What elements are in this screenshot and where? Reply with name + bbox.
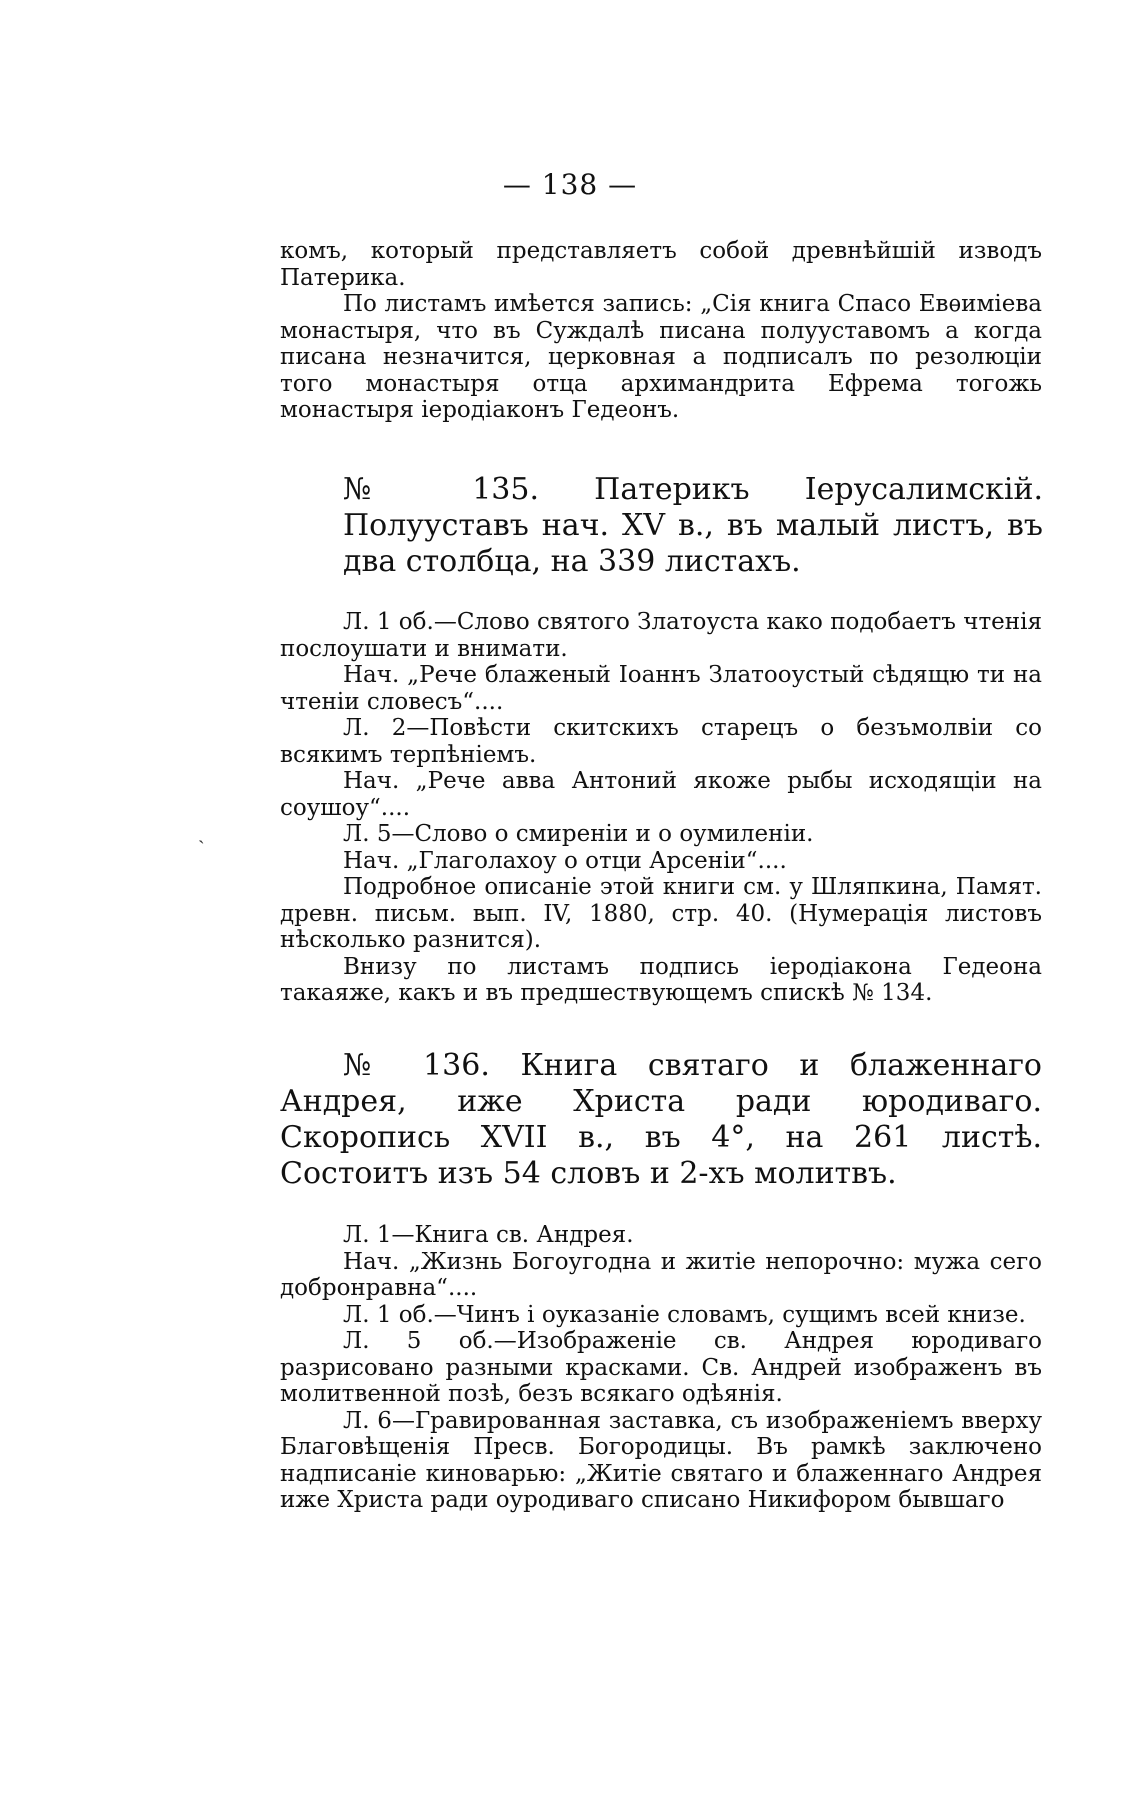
margin-mark: ˏ <box>198 820 205 844</box>
entry-135-heading <box>343 472 1043 580</box>
entry-136-paragraph: Л. 1—Книга св. Андрея. <box>343 1222 634 1248</box>
intro-paragraph-1: комъ, который представляетъ собой древнѣйшій изводъ Патерика. <box>280 238 1042 291</box>
entry-135-title: № 135. Патерикъ Іерусалимскій. Полууставъ нач. XV в., въ малый листъ, въ два столбца, на 339 листахъ. <box>343 472 1043 579</box>
intro-paragraph-2: По листамъ имѣется запись: „Сія книга Спасо Евѳиміева монастыря, что въ Суждалѣ писана полууставомъ а когда писана незначится, церковная а подписалъ по резолюціи того монастыря отца архимандрита Ефрема тогожь монастыря іеродіаконъ Гедеонъ. <box>280 291 1042 423</box>
entry-136-paragraph: Л. 5 об.—Изображеніе св. Андрея юродиваго разрисовано разными красками. Св. Андрей изображенъ въ молитвенной позѣ, безъ всякаго одѣянія. <box>280 1328 1042 1407</box>
entry-135-paragraph: Нач. „Рече блаженый Іоаннъ Златооустый сѣдящю ти на чтеніи словесъ“.... <box>280 662 1042 715</box>
entry-136-body <box>280 1222 1042 1514</box>
entry-136-paragraph: Л. 6—Гравированная заставка, съ изображеніемъ вверху Благовѣщенія Пресв. Богородицы. Въ рамкѣ заключено надписаніе киноварью: „Житіе святаго и блаженнаго Андрея иже Христа ради оуродиваго списано Никифором бывшаго <box>280 1407 1042 1513</box>
entry-136-paragraph: Нач. „Жизнь Богоугодна и житіе непорочно: мужа сего добронравна“.... <box>280 1248 1042 1301</box>
entry-135-paragraph: Внизу по листамъ подпись іеродіакона Гедеона такаяже, какъ и въ предшествующемъ спискѣ № 134. <box>280 953 1042 1006</box>
entry-135-paragraph: Подробное описаніе этой книги см. у Шляпкина, Памят. древн. письм. вып. IV, 1880, стр. 40. (Нумерація листовъ нѣсколько разнится). <box>280 874 1042 953</box>
entry-136-title: № 136. Книга святаго и блаженнаго Андрея, иже Христа ради юродиваго. Скоропись XVII в., въ 4°, на 261 листѣ. Состоитъ изъ 54 словъ и 2-хъ молитвъ. <box>280 1048 1042 1191</box>
entry-135-body <box>280 609 1042 1007</box>
page-number: — 138 — <box>502 168 638 201</box>
entry-135-paragraph: Л. 5—Слово о смиреніи и о оумиленіи. <box>343 821 814 847</box>
entry-135-paragraph: Л. 1 об.—Слово святого Златоуста како подобаетъ чтенія послоушати и внимати. <box>280 609 1042 662</box>
entry-135-paragraph: Нач. „Глаголахоу о отци Арсеніи“.... <box>343 847 787 874</box>
entry-136-heading <box>280 1048 1042 1192</box>
entry-135-paragraph: Л. 2—Повѣсти скитскихъ старецъ о безъмолвіи со всякимъ терпѣніемъ. <box>280 715 1042 768</box>
intro-text <box>280 238 1042 424</box>
entry-136-paragraph: Л. 1 об.—Чинъ і оуказаніе словамъ, сущимъ всей книзе. <box>343 1301 1026 1328</box>
entry-135-paragraph: Нач. „Рече авва Антоний якоже рыбы исходящіи на соушоу“.... <box>280 768 1042 821</box>
